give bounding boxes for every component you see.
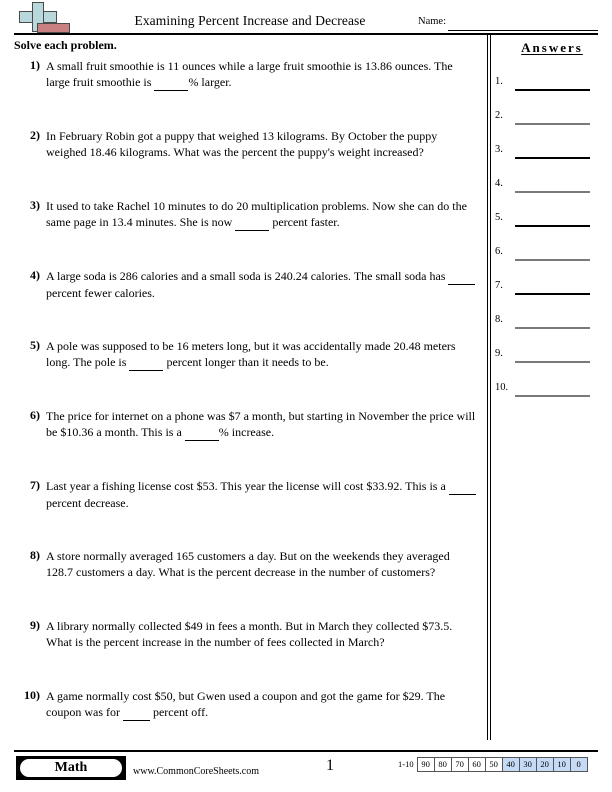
problem-number: 2) — [30, 128, 40, 142]
answer-row — [495, 246, 607, 280]
answer-row — [495, 382, 607, 416]
footer-divider — [14, 750, 598, 752]
problem-text: A store normally averaged 165 customers a day. But on the weekends they averaged 128.7 customers a day. What is the percent decrease in the number of customers? — [46, 549, 450, 579]
answer-list — [495, 76, 607, 416]
answers-heading: Answers — [521, 40, 583, 55]
problem-number: 9) — [30, 618, 40, 632]
answer-number: 1. — [495, 76, 503, 87]
problem-item — [14, 478, 480, 548]
answer-blank[interactable] — [154, 74, 188, 91]
page-number: 1 — [326, 757, 334, 774]
score-cell: 30 — [519, 757, 537, 772]
problem-text: The price for internet on a phone was $7 a month, but starting in November the price will be $10.36 a month. This is a % increase. — [46, 409, 476, 439]
score-cell: 90 — [417, 757, 435, 772]
answer-input-line[interactable] — [515, 395, 590, 397]
problem-number: 6) — [30, 408, 40, 422]
answer-input-line[interactable] — [515, 191, 590, 193]
subject-badge-label: Math — [20, 759, 122, 777]
problem-number: 1) — [30, 58, 40, 72]
site-url: www.CommonCoreSheets.com — [133, 766, 260, 777]
problem-text: Last year a fishing license cost $53. This year the license will cost $33.92. This is a percent decrease. — [46, 478, 478, 511]
problem-text: A library normally collected $49 in fees a month. But in March they collected $73.5. What is the percent increase in the number of fees collected in March? — [46, 619, 453, 649]
problem-number: 10) — [24, 688, 40, 702]
answer-row — [495, 314, 607, 348]
answer-number: 9. — [495, 348, 503, 359]
problem-text: A large soda is 286 calories and a small soda is 240.24 calories. The small soda has percent fewer calories. — [46, 268, 478, 301]
answer-input-line[interactable] — [515, 89, 590, 91]
logo-red-bar — [37, 23, 70, 33]
problem-text: A game normally cost $50, but Gwen used a coupon and got the game for $29. The coupon was for percent off. — [46, 689, 446, 719]
problem-number: 3) — [30, 198, 40, 212]
answer-blank[interactable] — [123, 704, 150, 721]
problem-number: 7) — [30, 478, 40, 492]
problem-number: 4) — [30, 268, 40, 282]
answer-row — [495, 348, 607, 382]
answer-number: 3. — [495, 144, 503, 155]
answer-number: 6. — [495, 246, 503, 257]
answer-number: 10. — [495, 382, 509, 393]
score-range-label: 1-10 — [398, 759, 414, 769]
problem-text: It used to take Rachel 10 minutes to do 20 multiplication problems. Now she can do the same page in 13.4 minutes. She is now percent faster. — [46, 199, 467, 229]
problem-text: In February Robin got a puppy that weighed 13 kilograms. By October the puppy weighed 18.46 kilograms. What was the percent the puppy's weight increased? — [46, 129, 438, 159]
score-cell: 80 — [434, 757, 452, 772]
problem-item — [14, 548, 480, 618]
answer-input-line[interactable] — [515, 225, 590, 227]
answer-blank[interactable] — [448, 268, 475, 285]
problem-number: 5) — [30, 338, 40, 352]
answer-number: 7. — [495, 280, 503, 291]
answer-input-line[interactable] — [515, 157, 590, 159]
answer-input-line[interactable] — [515, 327, 590, 329]
problem-item — [14, 268, 480, 338]
answer-number: 8. — [495, 314, 503, 325]
problem-item — [14, 58, 480, 128]
answer-row — [495, 110, 607, 144]
problem-text: A small fruit smoothie is 11 ounces while a large fruit smoothie is 13.86 ounces. The large fruit smoothie is % larger. — [46, 59, 453, 89]
score-cell: 40 — [502, 757, 520, 772]
divider-line-left — [487, 35, 488, 740]
answer-input-line[interactable] — [515, 293, 590, 295]
instructions-text: Solve each problem. — [14, 38, 117, 52]
problem-item — [14, 618, 480, 688]
score-cell: 70 — [451, 757, 469, 772]
column-divider — [487, 35, 492, 740]
score-cell: 10 — [553, 757, 571, 772]
answer-blank[interactable] — [185, 424, 219, 441]
header-divider — [14, 33, 598, 35]
answer-blank[interactable] — [235, 214, 269, 231]
problem-number: 8) — [30, 548, 40, 562]
answer-number: 4. — [495, 178, 503, 189]
answer-input-line[interactable] — [515, 259, 590, 261]
name-label: Name: — [418, 16, 446, 27]
answer-row — [495, 76, 607, 110]
answer-row — [495, 280, 607, 314]
name-input-line[interactable] — [448, 30, 598, 31]
score-cell: 50 — [485, 757, 503, 772]
problem-text: A pole was supposed to be 16 meters long, but it was accidentally made 20.48 meters long. The pole is percent longer than it needs to be. — [46, 339, 456, 369]
answer-blank[interactable] — [449, 478, 476, 495]
problem-item — [14, 408, 480, 478]
score-scale — [398, 757, 588, 772]
answer-row — [495, 178, 607, 212]
subject-badge — [16, 756, 126, 780]
problem-item — [14, 338, 480, 408]
score-cell: 0 — [570, 757, 588, 772]
answer-row — [495, 212, 607, 246]
answer-row — [495, 144, 607, 178]
problem-list — [14, 58, 480, 758]
commoncoresheets-logo-icon — [16, 2, 74, 34]
answer-blank[interactable] — [129, 354, 163, 371]
answer-number: 2. — [495, 110, 503, 121]
problem-item — [14, 688, 480, 758]
problem-item — [14, 198, 480, 268]
divider-line-right — [490, 35, 491, 740]
page-header — [0, 0, 612, 36]
score-cell: 20 — [536, 757, 554, 772]
answer-input-line[interactable] — [515, 361, 590, 363]
answer-number: 5. — [495, 212, 503, 223]
score-cell: 60 — [468, 757, 486, 772]
page-title: Examining Percent Increase and Decrease — [134, 13, 366, 28]
problem-item — [14, 128, 480, 198]
answer-input-line[interactable] — [515, 123, 590, 125]
